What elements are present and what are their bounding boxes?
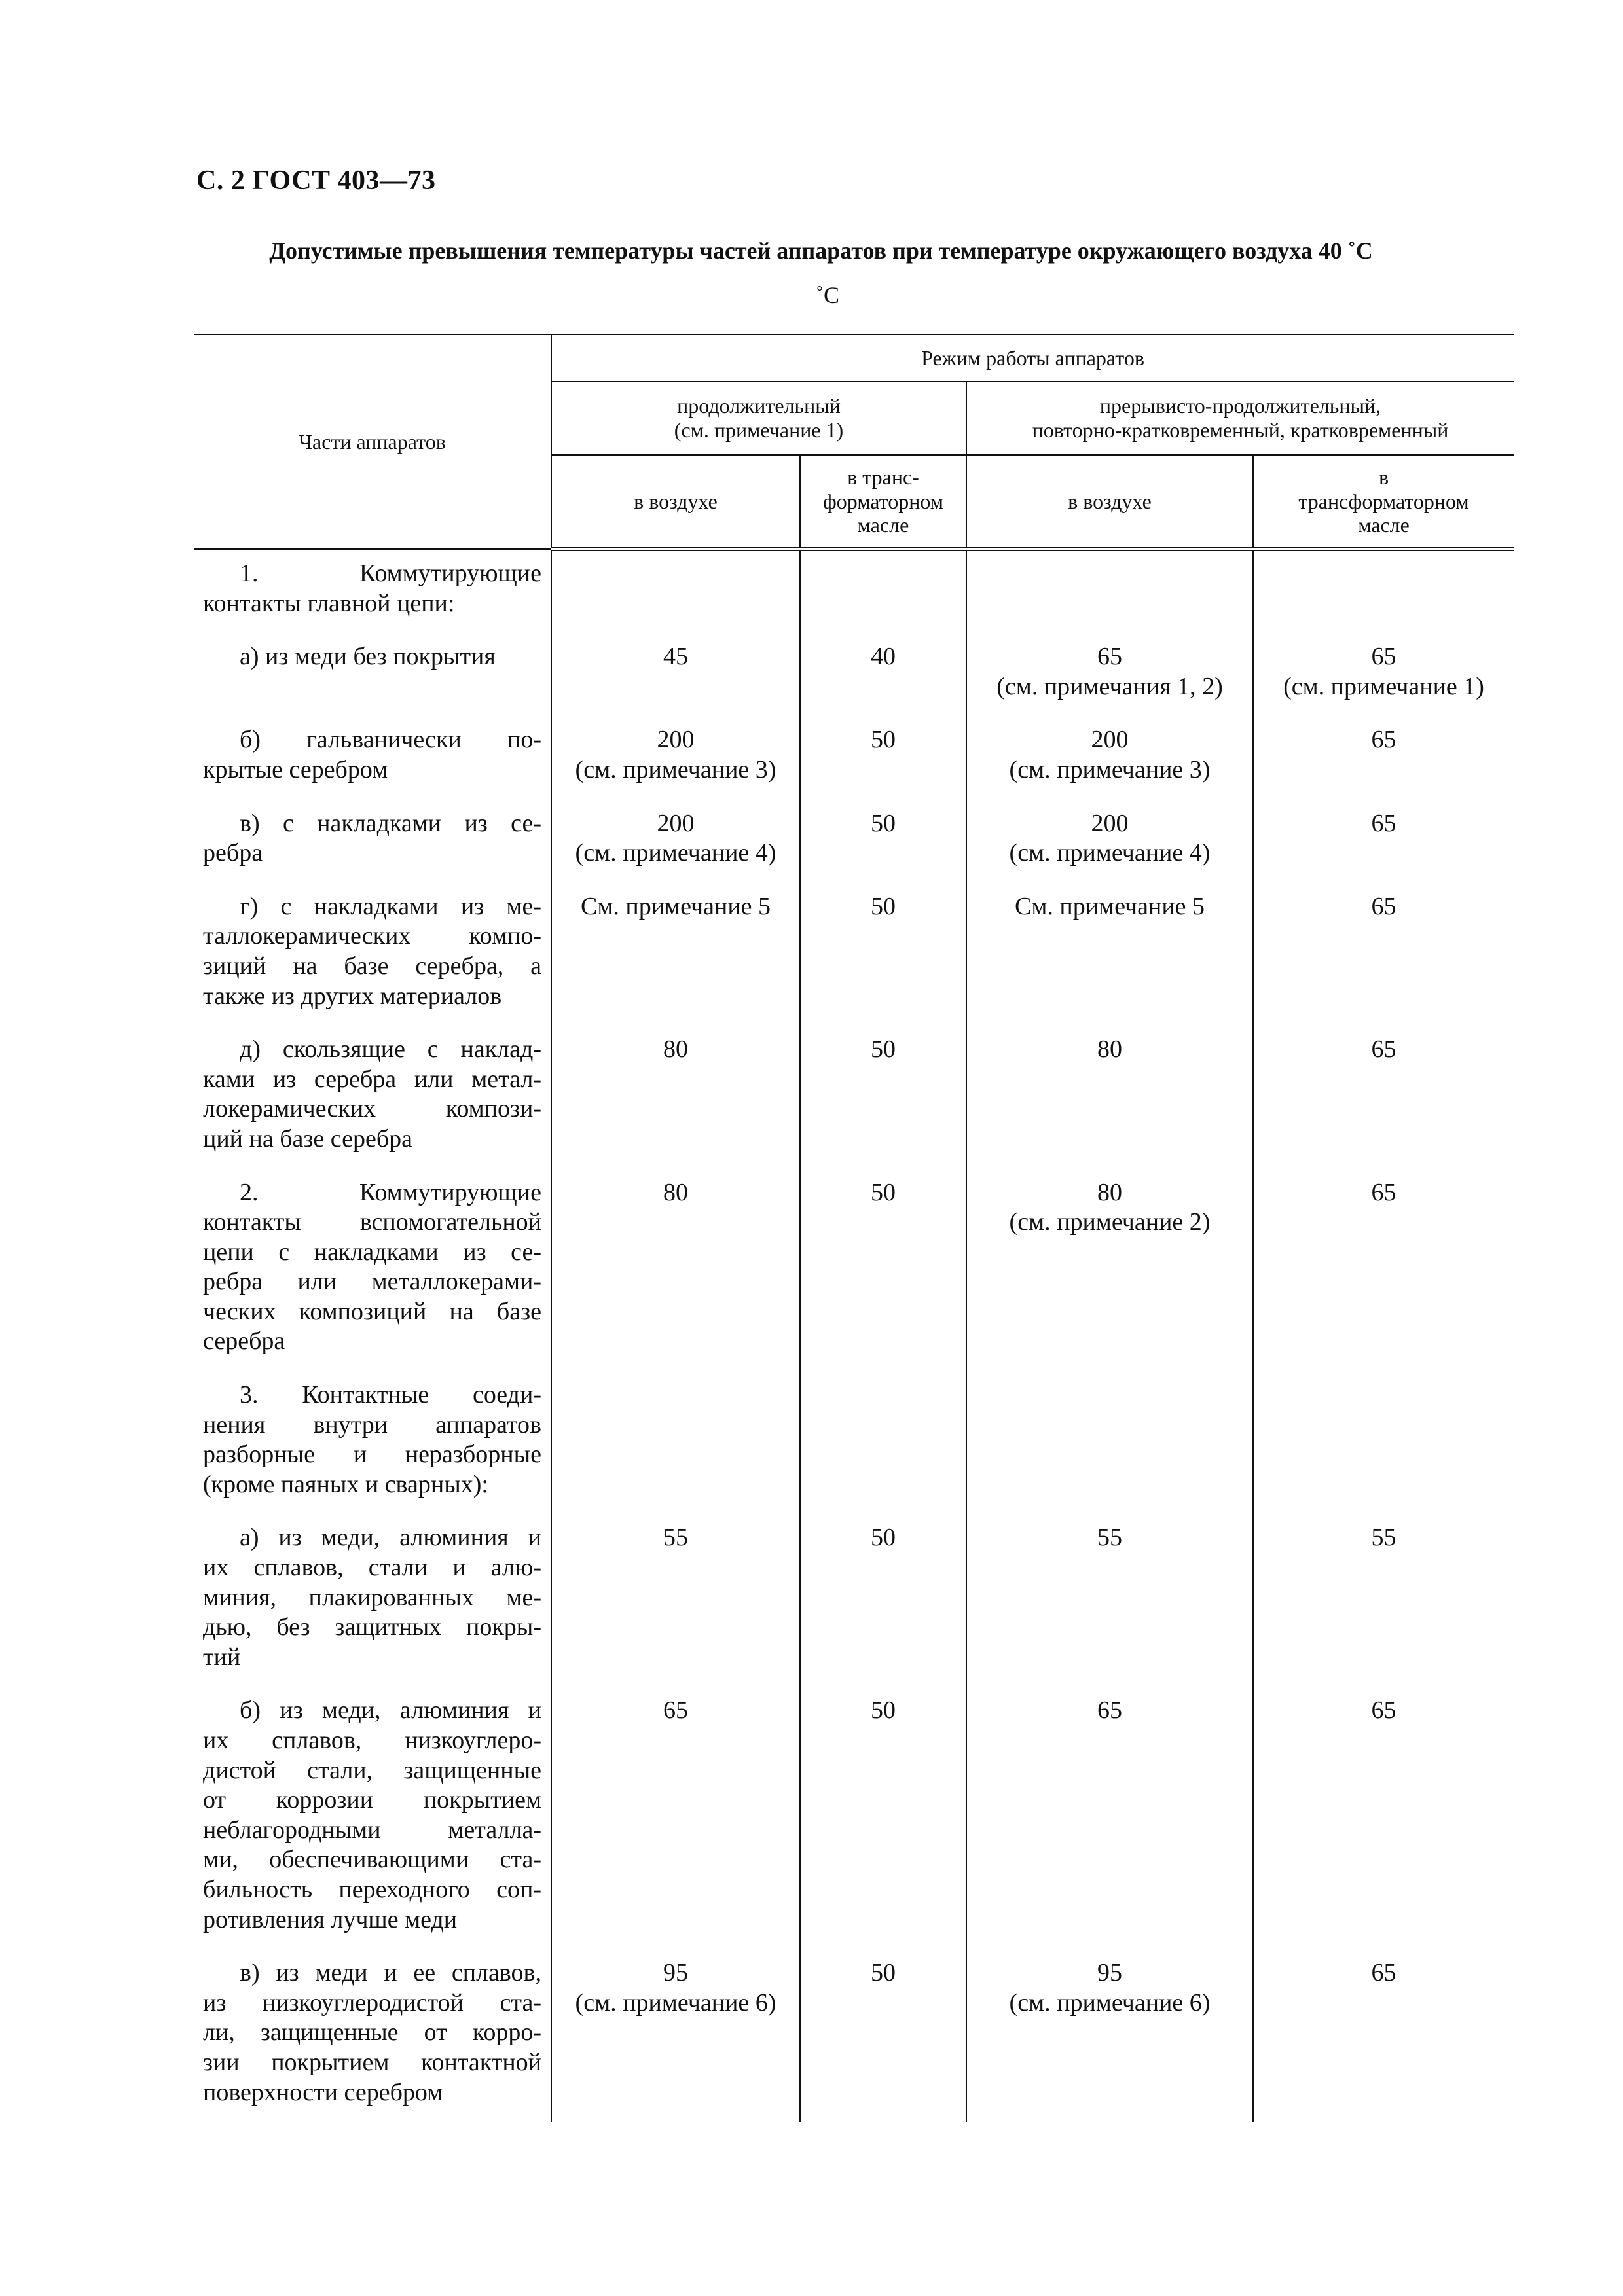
part-line: также из других материалов <box>203 982 502 1010</box>
value-cell: 50 <box>800 1949 966 2122</box>
value-cell: 65 <box>1253 800 1514 883</box>
value-cell: 65 <box>1253 716 1514 799</box>
part-line: ческих композиций на базе <box>203 1297 541 1325</box>
part-line: б) гальванически по- <box>240 726 541 754</box>
value-cell: 65 <box>551 1687 800 1949</box>
part-line: (кроме паяных и сварных): <box>203 1470 488 1498</box>
value-cell: 65 <box>1253 1169 1514 1372</box>
table-row <box>194 1514 1514 1687</box>
part-line: от коррозии покрытием <box>203 1786 541 1814</box>
table-title: Допустимые превышения температуры частей аппаратов при температуре окружающего воздуха 40 ˚С <box>269 238 1373 264</box>
part-line: бильность переходного соп- <box>203 1875 541 1903</box>
value-cell: 200 (см. примечание 4) <box>966 800 1253 883</box>
part-line: д) скользящие с наклад- <box>240 1035 541 1064</box>
value-cell: 55 <box>551 1514 800 1687</box>
page-header: С. 2 ГОСТ 403—73 <box>196 166 436 196</box>
value-cell: 80 (см. примечание 2) <box>966 1169 1253 1372</box>
value-cell <box>551 549 800 633</box>
part-line: локерамических компози- <box>203 1095 541 1123</box>
value-cell <box>1253 1371 1514 1514</box>
part-cell <box>194 633 551 716</box>
part-line: контакты вспомогательной <box>203 1208 541 1236</box>
value-cell: 95 (см. примечание 6) <box>966 1949 1253 2122</box>
value-cell: 50 <box>800 1169 966 1372</box>
value-cell: 55 <box>966 1514 1253 1687</box>
value-cell: 65 (см. примечание 1) <box>1253 633 1514 716</box>
value-cell: 80 <box>551 1026 800 1168</box>
table-row <box>194 549 1514 633</box>
value-cell: 80 <box>966 1026 1253 1168</box>
part-line: ций на базе серебра <box>203 1124 413 1153</box>
part-line: 3. Контактные соеди- <box>240 1381 541 1409</box>
value-cell <box>966 1371 1253 1514</box>
part-line: б) из меди, алюминия и <box>240 1696 541 1725</box>
value-cell <box>551 1371 800 1514</box>
unit-label: ˚С <box>816 282 839 308</box>
value-cell: См. примечание 5 <box>551 883 800 1026</box>
part-line: а) из меди без покрытия <box>240 643 496 671</box>
value-cell: 45 <box>551 633 800 716</box>
part-cell <box>194 883 551 1026</box>
value-cell <box>966 549 1253 633</box>
value-cell: 200 (см. примечание 3) <box>551 716 800 799</box>
part-line: крытые серебром <box>203 755 388 783</box>
part-line: серебра <box>203 1327 285 1355</box>
part-line: ками из серебра или метал- <box>203 1065 541 1093</box>
part-line: зии покрытием контактной <box>203 2048 541 2076</box>
part-line: ребра или металлокерами- <box>203 1268 541 1296</box>
table-body <box>194 549 1514 2122</box>
part-cell <box>194 1169 551 1372</box>
table-row <box>194 883 1514 1026</box>
part-cell <box>194 1687 551 1949</box>
part-line: дистой стали, защищенные <box>203 1756 541 1784</box>
part-line: 1. Коммутирующие <box>240 560 541 587</box>
value-cell: 50 <box>800 883 966 1026</box>
value-cell: 50 <box>800 800 966 883</box>
part-line: ми, обеспечивающими ста- <box>203 1846 541 1874</box>
table-row <box>194 633 1514 716</box>
table-row <box>194 800 1514 883</box>
header-continuous-air: в воздухе <box>551 455 800 549</box>
table-row <box>194 1949 1514 2122</box>
header-intermittent-air: в воздухе <box>966 455 1253 549</box>
header-intermittent: прерывисто-продолжительный, повторно-кратковременный, кратковременный <box>966 382 1514 455</box>
part-cell <box>194 549 551 633</box>
part-line: миния, плакированных ме- <box>203 1583 541 1611</box>
part-line: 2. Коммутирующие <box>240 1178 541 1206</box>
table-row <box>194 1169 1514 1372</box>
part-line: их сплавов, стали и алю- <box>203 1554 541 1582</box>
value-cell: 55 <box>1253 1514 1514 1687</box>
part-cell <box>194 716 551 799</box>
part-cell <box>194 1949 551 2122</box>
part-line: ротивления лучше меди <box>203 1905 458 1933</box>
part-line: контакты главной цепи: <box>203 589 455 617</box>
part-line: дью, без защитных покры- <box>203 1613 541 1641</box>
value-cell: 200 (см. примечание 4) <box>551 800 800 883</box>
part-cell <box>194 800 551 883</box>
part-line: зиций на базе серебра, а <box>203 952 541 980</box>
header-continuous: продолжительный (см. примечание 1) <box>551 382 966 455</box>
part-line: разборные и неразборные <box>203 1441 541 1469</box>
value-cell: 50 <box>800 716 966 799</box>
part-line: таллокерамических компо- <box>203 922 541 950</box>
value-cell: 50 <box>800 1514 966 1687</box>
value-cell <box>800 549 966 633</box>
value-cell: 80 <box>551 1169 800 1372</box>
part-line: цепи с накладками из се- <box>203 1238 541 1266</box>
part-line: в) из меди и ее сплавов, <box>240 1959 541 1987</box>
value-cell: См. примечание 5 <box>966 883 1253 1026</box>
temperature-rise-table <box>194 334 1514 2122</box>
value-cell: 95 (см. примечание 6) <box>551 1949 800 2122</box>
part-line: ли, защищенные от корро- <box>203 2018 541 2047</box>
part-line: нения внутри аппаратов <box>203 1410 541 1439</box>
value-cell: 65 <box>966 1687 1253 1949</box>
table-row <box>194 716 1514 799</box>
part-line: неблагородными металла- <box>203 1816 541 1844</box>
part-line: поверхности серебром <box>203 2078 443 2106</box>
part-cell <box>194 1371 551 1514</box>
value-cell: 40 <box>800 633 966 716</box>
value-cell: 65 <box>1253 1687 1514 1949</box>
part-line: из низкоуглеродистой ста- <box>203 1988 541 2017</box>
value-cell: 65 (см. примечания 1, 2) <box>966 633 1253 716</box>
header-continuous-oil: в транс- форматорном масле <box>800 455 966 549</box>
part-line: а) из меди, алюминия и <box>240 1524 541 1552</box>
value-cell: 65 <box>1253 1026 1514 1168</box>
value-cell: 65 <box>1253 883 1514 1026</box>
part-line: в) с накладками из се- <box>240 809 541 837</box>
header-parts: Части аппаратов <box>194 334 551 549</box>
part-cell <box>194 1514 551 1687</box>
part-line: тий <box>203 1643 241 1671</box>
table-row <box>194 1371 1514 1514</box>
part-cell <box>194 1026 551 1168</box>
value-cell: 50 <box>800 1026 966 1168</box>
part-line: ребра <box>203 839 263 867</box>
header-intermittent-oil: в трансформаторном масле <box>1253 455 1514 549</box>
value-cell: 65 <box>1253 1949 1514 2122</box>
part-line: их сплавов, низкоуглеро- <box>203 1727 541 1754</box>
value-cell: 200 (см. примечание 3) <box>966 716 1253 799</box>
value-cell <box>1253 549 1514 633</box>
part-line: г) с накладками из ме- <box>240 892 541 920</box>
table-row <box>194 1687 1514 1949</box>
table-row <box>194 1026 1514 1168</box>
value-cell <box>800 1371 966 1514</box>
header-operating-mode: Режим работы аппаратов <box>551 334 1514 382</box>
value-cell: 50 <box>800 1687 966 1949</box>
